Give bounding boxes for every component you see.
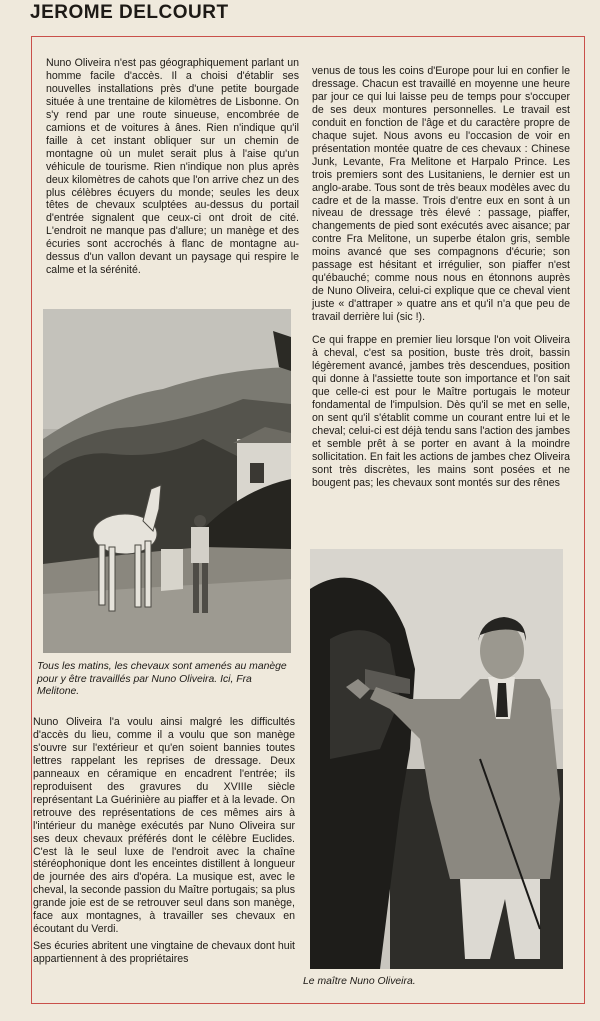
- photo-horse-led: [43, 309, 291, 653]
- paragraph-dressage: venus de tous les coins d'Europe pour lui en confier le dressage. Chacun est travaillé en moyenne une heure par jour ce qui lui laisse peu de temps pour s'occuper de ses deux montures personnelles. Le travail est conduit en fonction de l'âge et du caractère propre de chaque sujet. Nous avons eu l'occasion de voir en présentation montée quatre de ces chevaux : Chinese Junk, Levante, Fra Melitone et Harpalo Prince. Les trois premiers sont des Lusitaniens, le dernier est un anglo-arabe. Tous sont de très beaux modèles avec du cadre et de la masse. Trois d'entre eux en sont à un niveau de dressage très élevé : passage, piaffer, changements de pied sont exécutés avec aisance; par contre Fra Melitone, un superbe étalon gris, semble moins avancé que ses compagnons d'écurie; son passage est hésitant et irrégulier, son piaffer n'est qu'ébauché; comme nous nous en étonnons auprès de Nuno Oliveira, celui-ci explique que ce cheval vient juste « d'attraper » quatre ans et qu'il n'a que peu de travail derrière lui (sic !).: [312, 65, 570, 324]
- paragraph-manege: Nuno Oliveira l'a voulu ainsi malgré les difficultés d'accès du lieu, comme il a voulu que son manège s'ouvre sur l'extérieur et qu'en soient bannies toutes lettres rappelant les reprises de dressage. Deux panneaux en céramique en encadrent l'entrée; ils reproduisent des gravures du XVIIIe siècle représentant La Guérinière au piaffer et à la levade. On retrouve des représentations de ces mêmes airs à l'intérieur du manège exécutés par Nuno Oliveira sur ses deux chevaux préférés dont le célèbre Euclides. C'est là le seul luxe de l'endroit avec la chaîne stéréophonique dont les enceintes distillent à longueur de journée des airs d'opéra. La musique est, avec le cheval, la seconde passion du Maître portugais; sa plus grande joie est de se retrouver seul dans son manège, face aux montagnes, à travailler ses chevaux en écoutant du Verdi.: [33, 716, 295, 936]
- photo-nuno-oliveira-image: [310, 549, 563, 969]
- right-column: [312, 65, 570, 490]
- caption-photo-nuno-oliveira: Le maître Nuno Oliveira.: [303, 976, 416, 987]
- author-name: JEROME DELCOURT: [30, 2, 229, 23]
- left-column-top: [46, 57, 299, 277]
- paragraph-intro: Nuno Oliveira n'est pas géographiquement parlant un homme facile d'accès. Il a choisi d'établir ses nouvelles installations près d'une petite bourgade située à une trentaine de kilomètres de Lisbonne. On s'y rend par une route sinueuse, encombrée de camions et de voitures à ânes. Rien n'indique qu'il faille à cet instant obliquer sur un chemin de montagne où un mulet serait plus à l'aise qu'un véhicule de tourisme. Rien n'indique non plus après deux kilomètres de cahots que l'on arrive chez un des plus célèbres écuyers du monde; seules les deux têtes de chevaux sculptées au-dessus du portail d'entrée signalent que ceux-ci ont droit de cité. L'endroit ne manque pas d'allure; un manège et des écuries sont accrochés à flanc de montagne au-dessus d'un vallon devant un paysage qui respire le calme et la sérénité.: [46, 57, 299, 277]
- paragraph-ecuries: Ses écuries abritent une vingtaine de chevaux dont huit appartiennent à des propriétaires: [33, 940, 295, 966]
- photo-nuno-oliveira: [310, 549, 563, 969]
- left-column-bottom: [33, 716, 295, 966]
- photo-horse-led-image: [43, 309, 291, 653]
- caption-photo-horse-led: Tous les matins, les chevaux sont amenés au manège pour y être travaillés par Nuno Oliveira. Ici, Fra Melitone.: [37, 661, 287, 698]
- paragraph-position: Ce qui frappe en premier lieu lorsque l'on voit Oliveira à cheval, c'est sa position, buste très droit, bassin légèrement avancé, jambes très descendues, position qui donne à l'assiette toute son importance et l'on sait que celle-ci est pour le Maître portugais le moteur fondamental de l'impulsion. Dès qu'il se met en selle, on sent qu'il s'établit comme un courant entre lui et le cheval; celui-ci est déjà tendu sans l'action des jambes et semble prêt à se porter en avant à la moindre sollicitation. En fait les actions de jambes chez Oliveira sont très discrètes, les mains sont posées et ne bougent pas; les chevaux sont montés sur des rênes: [312, 334, 570, 489]
